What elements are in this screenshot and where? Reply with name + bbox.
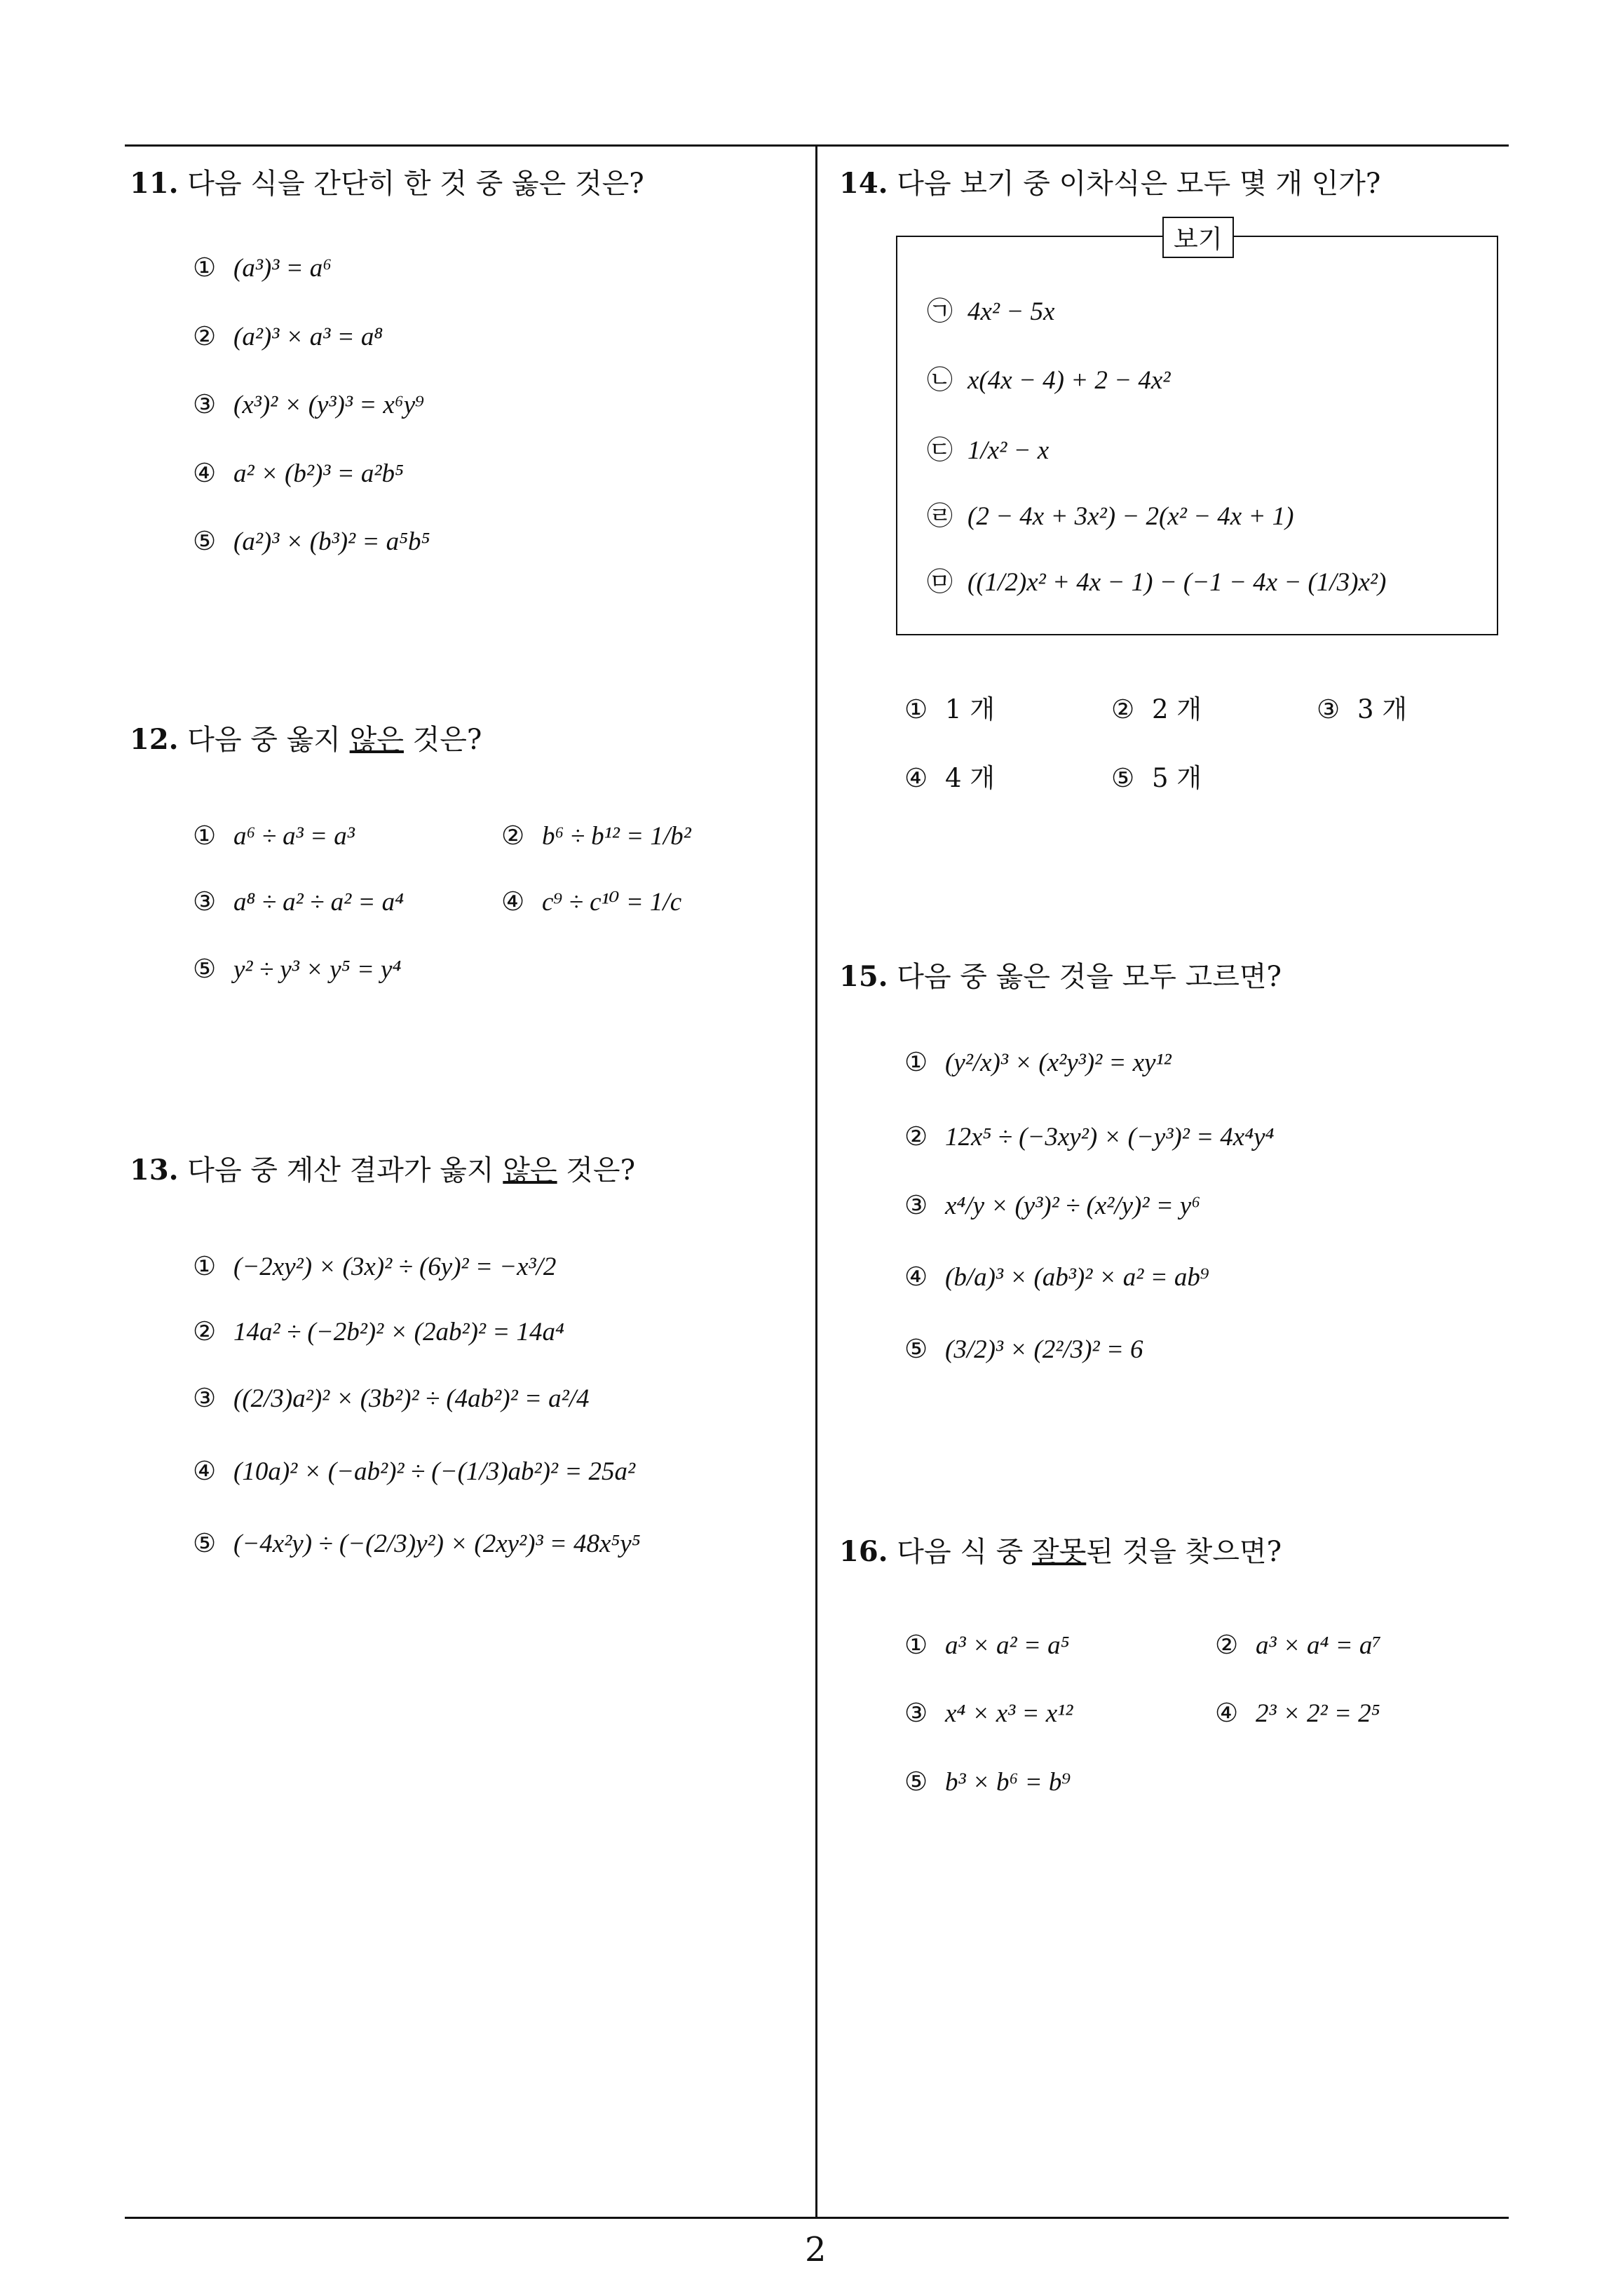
option[interactable] <box>193 525 430 559</box>
question-text: 다음 식을 간단히 한 것 중 옳은 것은? <box>178 168 644 200</box>
option[interactable] <box>193 819 355 853</box>
option-number: ④ <box>904 1262 928 1292</box>
option[interactable] <box>501 819 691 853</box>
option-expression: (a³)³ = a⁶ <box>233 254 332 283</box>
option-expression: 2 개 <box>1152 694 1202 724</box>
option[interactable] <box>904 1332 1143 1367</box>
option-number: ⑤ <box>904 1334 928 1364</box>
question-number: 14. <box>839 167 888 200</box>
question-text-underlined: 않은 <box>349 724 404 756</box>
item-marker: ㉤ <box>927 567 953 597</box>
question-11 <box>130 167 644 201</box>
option-number: ③ <box>904 1190 928 1220</box>
option-number: ③ <box>904 1698 928 1728</box>
option-number: ④ <box>1215 1698 1239 1728</box>
option[interactable] <box>904 693 995 727</box>
item-expression: 4x² − 5x <box>967 297 1055 326</box>
option-number: ③ <box>1317 694 1340 724</box>
option[interactable] <box>1317 693 1407 727</box>
option-number: ⑤ <box>193 526 217 556</box>
question-text: 다음 중 계산 결과가 옳지 <box>178 1154 503 1187</box>
question-12 <box>130 723 482 757</box>
option[interactable] <box>904 1046 1172 1080</box>
option-expression: a³ × a⁴ = a⁷ <box>1256 1631 1382 1660</box>
option-expression: y² ÷ y³ × y⁵ = y⁴ <box>233 955 402 984</box>
option-number: ② <box>501 821 525 851</box>
question-text: 것은? <box>557 1154 636 1187</box>
question-number: 13. <box>130 1154 179 1187</box>
example-item <box>927 565 1386 600</box>
option-number: ⑤ <box>193 1528 217 1558</box>
option-expression: (−4x²y) ÷ (−(2/3)y²) × (2xy²)³ = 48x⁵y⁵ <box>233 1529 641 1558</box>
example-box-title: 보기 <box>1162 217 1234 258</box>
option-number: ① <box>904 694 928 724</box>
question-number: 16. <box>839 1535 888 1568</box>
option-number: ④ <box>501 886 525 917</box>
option[interactable] <box>904 1696 1073 1731</box>
option[interactable] <box>193 251 332 285</box>
option[interactable] <box>1111 762 1202 795</box>
option[interactable] <box>904 1260 1209 1295</box>
question-number: 12. <box>130 723 179 756</box>
option-expression: a⁶ ÷ a³ = a³ <box>233 822 355 851</box>
question-text: 된 것을 찾으면? <box>1086 1536 1282 1568</box>
item-marker: ㉡ <box>927 365 953 395</box>
option[interactable] <box>1215 1628 1381 1663</box>
option-expression: 1 개 <box>945 694 996 724</box>
question-13 <box>130 1154 635 1187</box>
option-number: ⑤ <box>1111 763 1135 793</box>
option-expression: b³ × b⁶ = b⁹ <box>945 1768 1071 1797</box>
option-number: ⑤ <box>193 954 217 984</box>
item-expression: 1/x² − x <box>967 436 1050 465</box>
option[interactable] <box>193 1382 590 1416</box>
option-number: ⑤ <box>904 1767 928 1797</box>
option-number: ① <box>193 821 217 851</box>
option-expression: (y²/x)³ × (x²y³)² = xy¹² <box>945 1048 1172 1077</box>
option[interactable] <box>904 1189 1200 1223</box>
bottom-rule <box>125 2217 1509 2219</box>
question-text: 다음 중 옳은 것을 모두 고르면? <box>888 961 1282 993</box>
item-expression: x(4x − 4) + 2 − 4x² <box>967 366 1171 395</box>
option[interactable] <box>193 1250 556 1284</box>
option-expression: x⁴ × x³ = x¹² <box>945 1699 1073 1728</box>
option-expression: (b/a)³ × (ab³)² × a² = ab⁹ <box>945 1263 1209 1292</box>
option-expression: (−2xy²) × (3x)² ÷ (6y)² = −x³/2 <box>233 1252 557 1281</box>
option[interactable] <box>193 457 404 491</box>
option[interactable] <box>193 320 383 354</box>
option-number: ③ <box>193 1383 217 1413</box>
item-marker: ㉣ <box>927 501 953 531</box>
option-expression: (3/2)³ × (2²/3)² = 6 <box>945 1335 1143 1364</box>
question-text: 다음 중 옳지 <box>178 724 350 756</box>
option[interactable] <box>904 1628 1069 1663</box>
option[interactable] <box>193 952 401 987</box>
option-expression: x⁴/y × (y³)² ÷ (x²/y)² = y⁶ <box>945 1191 1201 1220</box>
option-number: ④ <box>193 1456 217 1486</box>
question-text: 다음 식 중 <box>888 1536 1033 1568</box>
example-item <box>927 295 1054 329</box>
question-text-underlined: 않은 <box>503 1154 557 1187</box>
option-expression: ((2/3)a²)² × (3b²)² ÷ (4ab²)² = a²/4 <box>233 1384 590 1413</box>
option-number: ② <box>1215 1630 1239 1660</box>
option[interactable] <box>501 885 681 919</box>
question-text: 다음 보기 중 이차식은 모두 몇 개 인가? <box>888 168 1381 200</box>
option-expression: 3 개 <box>1357 694 1408 724</box>
option-expression: (a²)³ × a³ = a⁸ <box>233 323 383 351</box>
option-expression: (a²)³ × (b³)² = a⁵b⁵ <box>233 527 430 556</box>
option-expression: 12x⁵ ÷ (−3xy²) × (−y³)² = 4x⁴y⁴ <box>945 1123 1275 1152</box>
item-expression: ((1/2)x² + 4x − 1) − (−1 − 4x − (1/3)x²) <box>967 568 1387 597</box>
option[interactable] <box>193 1527 641 1561</box>
option-expression: 2³ × 2² = 2⁵ <box>1256 1699 1380 1728</box>
question-16 <box>839 1535 1282 1569</box>
option[interactable] <box>904 762 995 795</box>
option-number: ② <box>193 1316 217 1346</box>
column-divider <box>815 144 817 2218</box>
question-text-underlined: 잘못 <box>1032 1536 1087 1568</box>
option[interactable] <box>1111 693 1202 727</box>
option-expression: a⁸ ÷ a² ÷ a² = a⁴ <box>233 888 404 917</box>
question-15 <box>839 960 1282 994</box>
option-expression: (10a)² × (−ab²)² ÷ (−(1/3)ab²)² = 25a² <box>233 1457 636 1486</box>
option-number: ③ <box>193 389 217 419</box>
option-number: ② <box>1111 694 1135 724</box>
option-expression: a³ × a² = a⁵ <box>945 1631 1070 1660</box>
option[interactable] <box>1215 1696 1380 1731</box>
question-number: 11. <box>130 167 179 200</box>
option[interactable] <box>904 1120 1274 1154</box>
example-item <box>927 433 1049 468</box>
page-number: 2 <box>805 2230 827 2269</box>
option-number: ② <box>904 1121 928 1152</box>
option-number: ① <box>193 252 217 283</box>
option-number: ① <box>193 1251 217 1281</box>
example-item <box>927 363 1170 398</box>
option-number: ① <box>904 1630 928 1660</box>
option-expression: 5 개 <box>1152 763 1202 793</box>
option[interactable] <box>193 1315 564 1349</box>
option[interactable] <box>193 388 424 422</box>
option-expression: b⁶ ÷ b¹² = 1/b² <box>542 822 691 851</box>
option[interactable] <box>904 1765 1071 1799</box>
option-number: ④ <box>904 763 928 793</box>
option[interactable] <box>193 885 404 919</box>
option-number: ① <box>904 1047 928 1077</box>
option-number: ④ <box>193 458 217 488</box>
question-text: 것은? <box>403 724 482 756</box>
option-number: ② <box>193 321 217 351</box>
example-item <box>927 499 1294 534</box>
option-expression: 14a² ÷ (−2b²)² × (2ab²)² = 14a⁴ <box>233 1318 564 1346</box>
option[interactable] <box>193 1454 635 1489</box>
question-14 <box>839 167 1380 201</box>
option-expression: 4 개 <box>945 763 996 793</box>
option-expression: c⁹ ÷ c¹⁰ = 1/c <box>542 888 682 917</box>
item-expression: (2 − 4x + 3x²) − 2(x² − 4x + 1) <box>967 502 1294 531</box>
item-marker: ㉠ <box>927 296 953 326</box>
option-expression: a² × (b²)³ = a²b⁵ <box>233 459 404 488</box>
question-number: 15. <box>839 960 888 993</box>
option-expression: (x³)² × (y³)³ = x⁶y⁹ <box>233 391 425 419</box>
item-marker: ㉢ <box>927 435 953 465</box>
option-number: ③ <box>193 886 217 917</box>
